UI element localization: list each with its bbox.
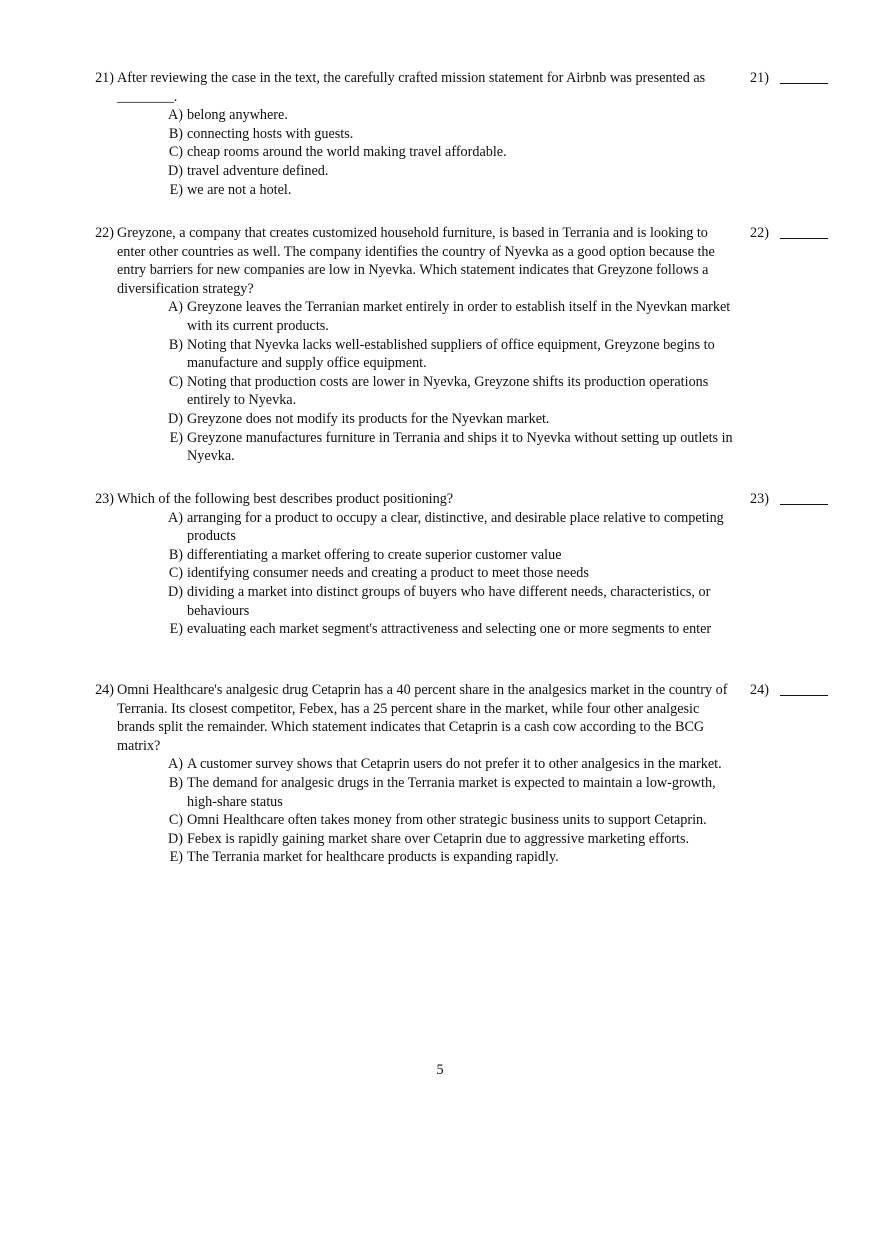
option-e: E) we are not a hotel. (169, 181, 292, 198)
question-stem: Omni Healthcare's analgesic drug Cetaprin has a 40 percent share in the analgesics market in the country of Terrania. Its closest competitor, Febex, has a 25 percent share in the market, while four other analgesic brands split the remainder. Which statement indicates that Cetaprin is a cash cow according to the BCG matrix? A) A customer survey shows that Cetaprin users do not prefer it to other analgesics in the market. B) The demand for analgesic drugs in the Terrania market is expected to maintain a low-growth, high-share status C) Omni Healthcare often takes money from other strategic business units to support Cetaprin. D) Febex is rapidly gaining market share over Cetaprin due to aggressive marketing efforts. E) The Terrania market for healthcare products is expanding rapidly. (117, 681, 738, 867)
option-d: D) dividing a market into distinct groups of buyers who have different needs, characteristics, or behaviours (168, 583, 711, 619)
answer-line[interactable] (780, 238, 828, 239)
option-c: C) Omni Healthcare often takes money from other strategic business units to support Cetaprin. (168, 812, 707, 829)
answer-line[interactable] (780, 83, 828, 84)
question-stem: Greyzone, a company that creates customized household furniture, is based in Terrania and is looking to enter other countries as well. The company identifies the country of Nyevka as a good option because the entry barriers for new companies are low in Nyevka. Which statement indicates that Greyzone follows a diversification strategy? A) Greyzone leaves the Terranian market entirely in order to establish itself in the Nyevkan market with its current products. B) Noting that Nyevka lacks well-established suppliers of office equipment, Greyzone begins to manufacture and supply office equipment. C) Noting that production costs are lower in Nyevka, Greyzone shifts its production operations entirely to Nyevka. D) Greyzone does not modify its products for the Nyevkan market. E) Greyzone manufactures furniture in Terrania and ships it to Nyevka without setting up outlets in Nyevka. (117, 224, 738, 466)
question-number: 23) (95, 491, 114, 507)
question-21 (88, 69, 738, 199)
answer-line[interactable] (780, 504, 828, 505)
question-number: 21) (95, 70, 114, 86)
answer-line[interactable] (780, 695, 828, 696)
option-a: A) Greyzone leaves the Terranian market entirely in order to establish itself in the Nyevkan market with its current products. (168, 299, 731, 334)
question-stem: Which of the following best describes product positioning? A) arranging for a product to occupy a clear, distinctive, and desirable place relative to competing products B) differentiating a market offering to create superior customer value C) identifying consumer needs and creating a product to meet those needs D) dividing a market into distinct groups of buyers who have different needs, characteristics, or behaviours E) evaluating each market segment's attractiveness and selecting one or more segments to enter (117, 490, 738, 639)
option-c: C) identifying consumer needs and creating a product to meet those needs (168, 565, 589, 582)
option-b: B) The demand for analgesic drugs in the Terrania market is expected to maintain a low-growth, high-share status (168, 774, 716, 810)
question-number: 22) (95, 225, 114, 241)
question-number: 24) (95, 682, 114, 698)
options-list (117, 298, 738, 465)
option-a: A) belong anywhere. (168, 107, 288, 124)
option-b: B) Noting that Nyevka lacks well-established suppliers of office equipment, Greyzone begins to manufacture and supply office equipment. (168, 336, 715, 372)
option-d: D) Greyzone does not modify its products for the Nyevkan market. (168, 410, 550, 427)
option-d: D) Febex is rapidly gaining market share over Cetaprin due to aggressive marketing efforts. (168, 830, 690, 847)
options-list (117, 755, 738, 867)
question-24 (88, 681, 738, 867)
page-number: 5 (436, 1062, 444, 1078)
option-a: A) A customer survey shows that Cetaprin users do not prefer it to other analgesics in the market. (168, 756, 722, 773)
answer-blank-24[interactable]: 24) (738, 681, 830, 699)
option-b: B) differentiating a market offering to create superior customer value (168, 546, 562, 563)
option-c: C) Noting that production costs are lower in Nyevka, Greyzone shifts its production operations entirely to Nyevka. (168, 373, 709, 409)
question-stem: After reviewing the case in the text, the carefully crafted mission statement for Airbnb was presented as ________. A) belong anywhere. B) connecting hosts with guests. C) cheap rooms around the world making travel affordable. D) travel adventure defined. E) we are not a hotel. (117, 69, 738, 199)
option-e: E) evaluating each market segment's attractiveness and selecting one or more segments to enter (169, 621, 712, 638)
answer-blank-22[interactable]: 22) (738, 224, 830, 242)
answer-blank-21[interactable]: 21) (738, 69, 830, 87)
answer-blank-23[interactable]: 23) (738, 490, 830, 508)
option-c: C) cheap rooms around the world making travel affordable. (168, 144, 507, 161)
options-list (117, 509, 738, 639)
option-b: B) connecting hosts with guests. (168, 125, 354, 142)
question-22 (88, 224, 738, 466)
option-e: E) Greyzone manufactures furniture in Terrania and ships it to Nyevka without setting up outlets in Nyevka. (169, 429, 733, 465)
question-23 (88, 490, 738, 639)
option-e: E) The Terrania market for healthcare products is expanding rapidly. (169, 849, 559, 866)
option-d: D) travel adventure defined. (168, 162, 329, 179)
option-a: A) arranging for a product to occupy a clear, distinctive, and desirable place relative to competing products (168, 509, 724, 545)
options-list (117, 106, 738, 199)
